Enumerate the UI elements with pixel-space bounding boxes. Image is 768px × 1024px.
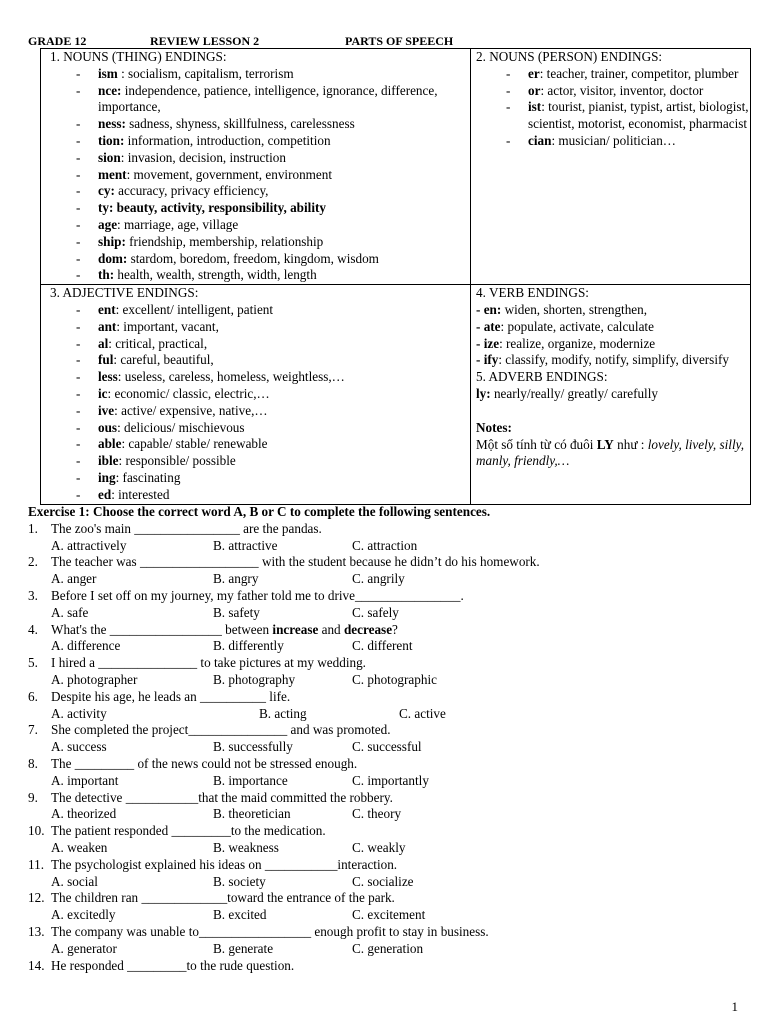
option-a[interactable]: A. theorized	[51, 806, 117, 822]
option-a[interactable]: A. safe	[51, 604, 89, 620]
question: 1. The zoo's main ________________ are the pandas.	[28, 520, 322, 536]
topic-label: PARTS OF SPEECH	[345, 34, 454, 48]
list-item: - ive: active/ expensive, native,…	[70, 403, 470, 420]
option-b[interactable]: B. attractive	[213, 537, 278, 553]
option-b[interactable]: B. successfully	[213, 739, 293, 755]
option-b[interactable]: B. importance	[213, 772, 288, 788]
answer-options	[28, 840, 748, 857]
verb-adverb-cell	[471, 285, 751, 504]
list-item: - ant: important, vacant,	[70, 319, 470, 336]
option-c[interactable]: C. socialize	[352, 873, 414, 889]
answer-options	[28, 806, 748, 823]
verb-line: - ate: populate, activate, calculate	[476, 318, 654, 334]
list-item: - cy: accuracy, privacy efficiency,	[70, 183, 470, 200]
option-a[interactable]: A. generator	[51, 940, 117, 956]
answer-options	[28, 773, 748, 790]
page-header	[28, 33, 728, 49]
exercise-title: Exercise 1: Choose the correct word A, B or C to complete the following sentences.	[28, 504, 491, 519]
option-a[interactable]: A. activity	[51, 705, 107, 721]
verb-line: - ify: classify, modify, notify, simplify, diversify	[476, 352, 729, 368]
list-item: - sion: invasion, decision, instruction	[70, 150, 470, 167]
question: 8. The _________ of the news could not be stressed enough.	[28, 755, 358, 771]
adverb-line: ly: nearly/really/ greatly/ carefully	[476, 385, 658, 401]
question: 12. The children ran _____________toward the entrance of the park.	[28, 890, 395, 906]
adjective-title: 3. ADJECTIVE ENDINGS:	[50, 285, 199, 301]
answer-options	[28, 941, 748, 958]
verb-title: 4. VERB ENDINGS:	[476, 285, 589, 301]
list-item: - ness: sadness, shyness, skillfulness, carelessness	[70, 116, 470, 133]
option-a[interactable]: A. photographer	[51, 671, 138, 687]
list-item: - able: capable/ stable/ renewable	[70, 436, 470, 453]
option-c[interactable]: C. active	[399, 705, 446, 721]
word-endings-table	[40, 48, 751, 505]
notes-text: Một số tính từ có đuôi LY như : lovely, lively, silly, manly, friendly,…	[476, 436, 745, 469]
list-item: - ty: beauty, activity, responsibility, ability	[70, 200, 470, 217]
answer-options	[28, 638, 748, 655]
option-a[interactable]: A. weaken	[51, 839, 108, 855]
list-item: - ous: delicious/ mischievous	[70, 420, 470, 437]
adverb-title: 5. ADVERB ENDINGS:	[476, 369, 608, 385]
list-item: - ism : socialism, capitalism, terrorism	[70, 66, 470, 83]
option-b[interactable]: B. excited	[213, 907, 267, 923]
option-c[interactable]: C. attraction	[352, 537, 418, 553]
question: 2. The teacher was __________________ with the student because he didn’t do his homework.	[28, 554, 540, 570]
option-b[interactable]: B. generate	[213, 940, 274, 956]
question: 6. Despite his age, he leads an __________ life.	[28, 688, 291, 704]
option-c[interactable]: C. angrily	[352, 571, 405, 587]
verb-line: - ize: realize, organize, modernize	[476, 335, 656, 351]
adjective-list	[46, 302, 470, 504]
option-c[interactable]: C. photographic	[352, 671, 437, 687]
list-item: - ing: fascinating	[70, 470, 470, 487]
question: 10. The patient responded _________to the medication.	[28, 823, 326, 839]
answer-options	[28, 605, 748, 622]
list-item: - dom: stardom, boredom, freedom, kingdom, wisdom	[70, 251, 470, 268]
option-b[interactable]: B. differently	[213, 638, 284, 654]
question: 11. The psychologist explained his ideas on ___________interaction.	[28, 856, 398, 872]
nouns-person-title: 2. NOUNS (PERSON) ENDINGS:	[476, 49, 663, 64]
question: 3. Before I set off on my journey, my father told me to drive________________.	[28, 587, 464, 603]
verb-line: - en: widen, shorten, strengthen,	[476, 301, 648, 317]
adjective-cell	[41, 285, 471, 504]
question: 4. What's the _________________ between increase and decrease?	[28, 621, 398, 637]
option-a[interactable]: A. success	[51, 739, 107, 755]
list-item: - ship: friendship, membership, relationship	[70, 234, 470, 251]
option-c[interactable]: C. theory	[352, 806, 402, 822]
list-item: - ist: tourist, pianist, typist, artist, biologist, scientist, motorist, economist, pharmacist	[500, 99, 750, 133]
list-item: - al: critical, practical,	[70, 336, 470, 353]
list-item: - tion: information, introduction, competition	[70, 133, 470, 150]
list-item: - cian: musician/ politician…	[500, 133, 750, 150]
list-item: - age: marriage, age, village	[70, 217, 470, 234]
nouns-person-cell	[471, 49, 751, 285]
option-c[interactable]: C. weakly	[352, 839, 406, 855]
lesson-label: REVIEW LESSON 2	[150, 34, 260, 48]
question: 9. The detective ___________that the maid committed the robbery.	[28, 789, 393, 805]
answer-options	[28, 907, 748, 924]
nouns-person-list	[476, 66, 750, 150]
option-b[interactable]: B. safety	[213, 604, 260, 620]
option-b[interactable]: B. society	[213, 873, 266, 889]
nouns-thing-title: 1. NOUNS (THING) ENDINGS:	[50, 49, 227, 64]
answer-options	[28, 706, 748, 723]
option-a[interactable]: A. important	[51, 772, 119, 788]
nouns-thing-list	[46, 66, 470, 284]
list-item: - ent: excellent/ intelligent, patient	[70, 302, 470, 319]
option-a[interactable]: A. difference	[51, 638, 121, 654]
question: 13. The company was unable to_________________ enough profit to stay in business.	[28, 923, 489, 939]
option-b[interactable]: B. angry	[213, 571, 259, 587]
option-b[interactable]: B. acting	[259, 705, 307, 721]
option-a[interactable]: A. anger	[51, 571, 97, 587]
notes-label: Notes:	[476, 419, 512, 435]
answer-options	[28, 571, 748, 588]
list-item: - ed: interested	[70, 487, 470, 504]
list-item: - nce: independence, patience, intelligence, ignorance, difference, importance,	[70, 83, 470, 117]
list-item: - ful: careful, beautiful,	[70, 352, 470, 369]
list-item: - th: health, wealth, strength, width, length	[70, 267, 470, 284]
option-c[interactable]: C. successful	[352, 739, 422, 755]
option-b[interactable]: B. weakness	[213, 839, 279, 855]
question: 7. She completed the project_______________ and was promoted.	[28, 722, 391, 738]
question: 14. He responded _________to the rude question.	[28, 957, 295, 973]
answer-options	[28, 538, 748, 555]
exercise-section	[28, 504, 748, 974]
page-number: 1	[731, 999, 738, 1015]
option-a[interactable]: A. attractively	[51, 537, 127, 553]
nouns-thing-cell	[41, 49, 471, 285]
answer-options	[28, 672, 748, 689]
option-a[interactable]: A. social	[51, 873, 98, 889]
option-c[interactable]: C. different	[352, 638, 413, 654]
option-c[interactable]: C. generation	[352, 940, 424, 956]
option-c[interactable]: C. importantly	[352, 772, 429, 788]
list-item: - ic: economic/ classic, electric,…	[70, 386, 470, 403]
answer-options	[28, 739, 748, 756]
list-item: - less: useless, careless, homeless, weightless,…	[70, 369, 470, 386]
list-item: - or: actor, visitor, inventor, doctor	[500, 83, 750, 100]
option-c[interactable]: C. safely	[352, 604, 399, 620]
option-b[interactable]: B. photography	[213, 671, 296, 687]
question: 5. I hired a _______________ to take pictures at my wedding.	[28, 655, 366, 671]
list-item: - er: teacher, trainer, competitor, plumber	[500, 66, 750, 83]
grade-label: GRADE 12	[28, 34, 87, 48]
option-b[interactable]: B. theoretician	[213, 806, 291, 822]
answer-options	[28, 874, 748, 891]
option-c[interactable]: C. excitement	[352, 907, 426, 923]
option-a[interactable]: A. excitedly	[51, 907, 116, 923]
list-item: - ible: responsible/ possible	[70, 453, 470, 470]
list-item: - ment: movement, government, environment	[70, 167, 470, 184]
